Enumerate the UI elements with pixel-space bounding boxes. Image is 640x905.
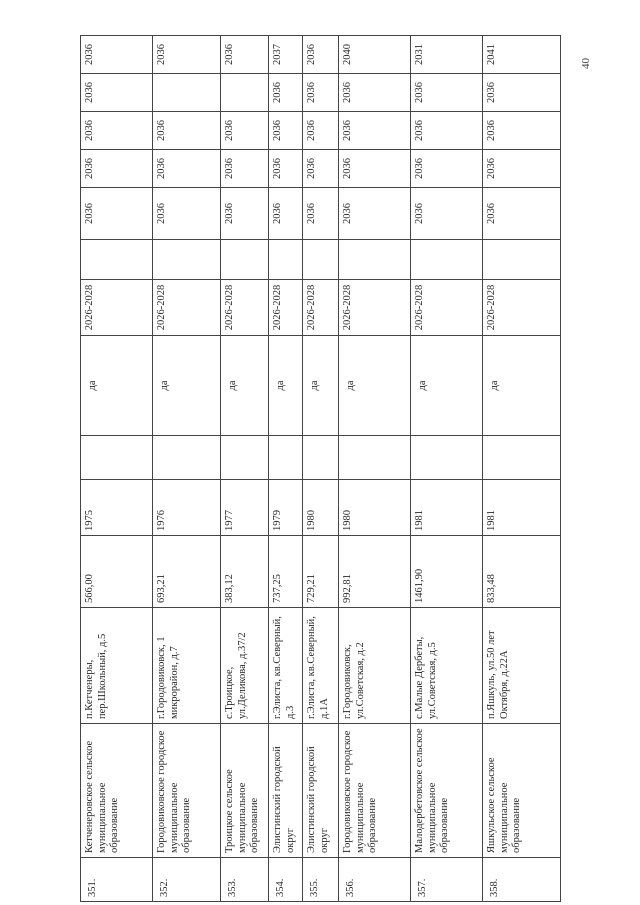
table-row xyxy=(483,36,561,902)
year-col-2: 2036 xyxy=(153,150,221,188)
municipality-name: Малодербетовское сельское муниципальное образование xyxy=(411,724,483,858)
year-col-4: 2036 xyxy=(81,74,153,112)
address: г.Городовиковск, 1 микрорайон, д.7 xyxy=(153,608,221,724)
empty-cell xyxy=(339,240,411,280)
empty-cell xyxy=(153,436,221,480)
year-col-3: 2036 xyxy=(81,112,153,150)
row-number: 357. xyxy=(411,858,483,902)
municipality-name: Элистинский городской округ xyxy=(269,724,303,858)
year-col-4: 2036 xyxy=(339,74,411,112)
area-value: 729,21 xyxy=(303,536,339,608)
address: с.Малые Дербеты, ул.Советская, д.5 xyxy=(411,608,483,724)
area-value: 693,21 xyxy=(153,536,221,608)
table-row xyxy=(269,36,303,902)
empty-cell xyxy=(339,436,411,480)
year-col-5: 2040 xyxy=(339,36,411,74)
year-col-5: 2041 xyxy=(483,36,561,74)
municipality-name: Троицкое сельское муниципальное образование xyxy=(221,724,269,858)
table-body xyxy=(81,36,561,902)
area-value: 992,81 xyxy=(339,536,411,608)
flag-value: да xyxy=(339,336,411,436)
address: п.Кетченеры, пер.Школьный, д.5 xyxy=(81,608,153,724)
area-value: 833,48 xyxy=(483,536,561,608)
year-col-2: 2036 xyxy=(221,150,269,188)
row-number: 354. xyxy=(269,858,303,902)
year-col-1: 2036 xyxy=(483,188,561,240)
empty-cell xyxy=(483,436,561,480)
year-col-3: 2036 xyxy=(339,112,411,150)
period: 2026-2028 xyxy=(483,280,561,336)
table-row xyxy=(81,36,153,902)
empty-cell xyxy=(221,436,269,480)
year-col-4: 2036 xyxy=(411,74,483,112)
municipality-name: Элистинский городской округ xyxy=(303,724,339,858)
flag-value: да xyxy=(269,336,303,436)
year-col-1: 2036 xyxy=(269,188,303,240)
build-year: 1981 xyxy=(483,480,561,536)
row-number: 351. xyxy=(81,858,153,902)
period: 2026-2028 xyxy=(269,280,303,336)
table-row xyxy=(411,36,483,902)
year-col-4: 2036 xyxy=(483,74,561,112)
empty-cell xyxy=(153,240,221,280)
page-number: 40 xyxy=(580,58,592,69)
year-col-4 xyxy=(221,74,269,112)
flag-value: да xyxy=(303,336,339,436)
empty-cell xyxy=(81,436,153,480)
year-col-5: 2031 xyxy=(411,36,483,74)
year-col-2: 2036 xyxy=(81,150,153,188)
area-value: 566,00 xyxy=(81,536,153,608)
period: 2026-2028 xyxy=(411,280,483,336)
address: с.Троицкое, ул.Деликова, д.37/2 xyxy=(221,608,269,724)
year-col-4: 2036 xyxy=(269,74,303,112)
year-col-2: 2036 xyxy=(303,150,339,188)
flag-value: да xyxy=(81,336,153,436)
year-col-3: 2036 xyxy=(483,112,561,150)
year-col-1: 2036 xyxy=(411,188,483,240)
year-col-3: 2036 xyxy=(153,112,221,150)
build-year: 1975 xyxy=(81,480,153,536)
housing-table xyxy=(80,35,561,902)
row-number: 353. xyxy=(221,858,269,902)
table-row xyxy=(221,36,269,902)
address: г.Элиста, кв.Северный, д.1А xyxy=(303,608,339,724)
year-col-3: 2036 xyxy=(303,112,339,150)
period: 2026-2028 xyxy=(303,280,339,336)
build-year: 1980 xyxy=(339,480,411,536)
row-number: 355. xyxy=(303,858,339,902)
build-year: 1976 xyxy=(153,480,221,536)
period: 2026-2028 xyxy=(81,280,153,336)
row-number: 358. xyxy=(483,858,561,902)
year-col-2: 2036 xyxy=(411,150,483,188)
area-value: 383,12 xyxy=(221,536,269,608)
empty-cell xyxy=(483,240,561,280)
build-year: 1980 xyxy=(303,480,339,536)
municipality-name: Городовиковское городское муниципальное образование xyxy=(339,724,411,858)
empty-cell xyxy=(411,240,483,280)
year-col-5: 2036 xyxy=(221,36,269,74)
address: п.Яшкуль, ул.50 лет Октября, д.22А xyxy=(483,608,561,724)
year-col-3: 2036 xyxy=(269,112,303,150)
empty-cell xyxy=(303,240,339,280)
period: 2026-2028 xyxy=(339,280,411,336)
build-year: 1981 xyxy=(411,480,483,536)
municipality-name: Городовиковское городское муниципальное образование xyxy=(153,724,221,858)
empty-cell xyxy=(221,240,269,280)
row-number: 352. xyxy=(153,858,221,902)
year-col-1: 2036 xyxy=(81,188,153,240)
year-col-5: 2037 xyxy=(269,36,303,74)
year-col-2: 2036 xyxy=(339,150,411,188)
empty-cell xyxy=(81,240,153,280)
municipality-name: Кетченеровское сельское муниципальное образование xyxy=(81,724,153,858)
address: г.Городовиковск, ул.Советская, д.2 xyxy=(339,608,411,724)
year-col-1: 2036 xyxy=(339,188,411,240)
empty-cell xyxy=(303,436,339,480)
empty-cell xyxy=(269,240,303,280)
table-row xyxy=(153,36,221,902)
empty-cell xyxy=(411,436,483,480)
flag-value: да xyxy=(221,336,269,436)
address: г.Элиста, кв.Северный, д.3 xyxy=(269,608,303,724)
year-col-1: 2036 xyxy=(303,188,339,240)
year-col-2: 2036 xyxy=(483,150,561,188)
flag-value: да xyxy=(411,336,483,436)
build-year: 1977 xyxy=(221,480,269,536)
flag-value: да xyxy=(153,336,221,436)
row-number: 356. xyxy=(339,858,411,902)
year-col-4: 2036 xyxy=(303,74,339,112)
area-value: 737,25 xyxy=(269,536,303,608)
year-col-4 xyxy=(153,74,221,112)
empty-cell xyxy=(269,436,303,480)
year-col-3: 2036 xyxy=(411,112,483,150)
year-col-3: 2036 xyxy=(221,112,269,150)
table-row xyxy=(339,36,411,902)
table-row xyxy=(303,36,339,902)
area-value: 1461,90 xyxy=(411,536,483,608)
period: 2026-2028 xyxy=(221,280,269,336)
year-col-1: 2036 xyxy=(153,188,221,240)
build-year: 1979 xyxy=(269,480,303,536)
year-col-1: 2036 xyxy=(221,188,269,240)
flag-value: да xyxy=(483,336,561,436)
year-col-5: 2036 xyxy=(153,36,221,74)
municipality-name: Яшкульское сельское муниципальное образование xyxy=(483,724,561,858)
period: 2026-2028 xyxy=(153,280,221,336)
year-col-2: 2036 xyxy=(269,150,303,188)
year-col-5: 2036 xyxy=(81,36,153,74)
year-col-5: 2036 xyxy=(303,36,339,74)
